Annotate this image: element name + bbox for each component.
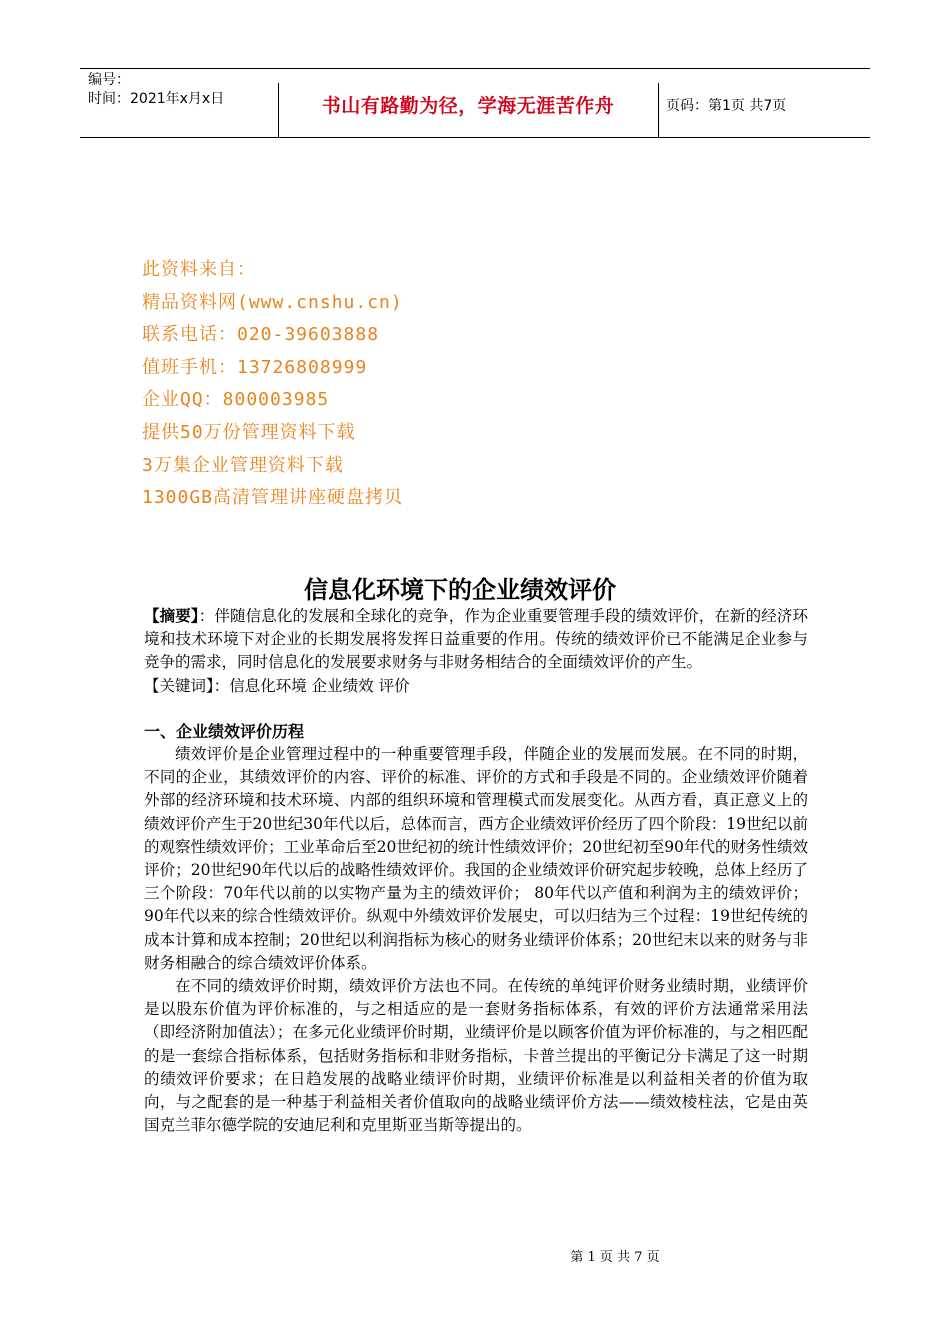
source-line: 3万集企业管理资料下载 [142,454,344,476]
section-heading: 一、企业绩效评价历程 [144,721,305,741]
header-meta [88,71,278,109]
abstract [144,604,808,675]
body-paragraph: 在不同的绩效评价时期，绩效评价方法也不同。在传统的单纯评价财务业绩时期，业绩评价是以股东价值为评价标准的，与之相适应的是一套财务指标体系，有效的评价方法通常采用法（即经济附加值法）；在多元化业绩评价时期，业绩评价是以顾客价值为评价标准的，与之相匹配的是一套综合指标体系，包括财务指标和非财务指标，卡普兰提出的平衡记分卡满足了这一时期的绩效评价要求；在日趋发展的战略业绩评价时期，业绩评价标准是以利益相关者的价值为取向，与之配套的是一种基于利益相关者价值取向的战略业绩评价方法——绩效棱柱法，它是由英国克兰菲尔德学院的安迪尼利和克里斯亚当斯等提出的。 [144,977,808,1135]
source-info-block [142,254,403,515]
document-number-label: 编号： [88,72,130,88]
abstract-text: ：伴随信息化的发展和全球化的竞争，作为企业重要管理手段的绩效评价，在新的经济环境和技术环境下对企业的长期发展将发挥日益重要的作用。传统的绩效评价已不能满足企业参与竞争的需求，同时信息化的发展要求财务与非财务相结合的全面绩效评价的产生。 [144,607,808,672]
article-title: 信息化环境下的企业绩效评价 [304,576,616,604]
source-line: 企业QQ：800003985 [142,389,330,411]
article-body [144,604,808,1137]
source-line: 此资料来自： [142,259,256,280]
source-line: 值班手机：13726808999 [142,356,368,378]
source-line: 1300GB高清管理讲座硬盘拷贝 [142,487,404,509]
source-line: 精品资料网(www.cnshu.cn) [142,291,403,313]
page-header [80,68,870,138]
document-date: 时间：2021年x月x日 [88,91,225,107]
keywords: 【关键词】：信息化环境 企业绩效 评价 [144,676,410,695]
header-motto: 书山有路勤为径，学海无涯苦作舟 [321,95,615,117]
header-page-info: 页码：第1页 共7页 [666,98,787,114]
abstract-label: 【摘要】 [144,606,199,625]
body-paragraph: 绩效评价是企业管理过程中的一种重要管理手段，伴随企业的发展而发展。在不同的时期，不同的企业，其绩效评价的内容、评价的标准、评价的方式和手段是不同的。企业绩效评价随着外部的经济环境和技术环境、内部的组织环境和管理模式而发展变化。从西方看，真正意义上的绩效评价产生于20世纪30年代以后，总体而言，西方企业绩效评价经历了四个阶段：19世纪以前的观察性绩效评价；工业革命后至20世纪初的统计性绩效评价；20世纪初至90年代的财务性绩效评价；20世纪90年代以后的战略性绩效评价。我国的企业绩效评价研究起步较晚，总体上经历了三个阶段：70年代以前的以实物产量为主的绩效评价； 80年代以产值和利润为主的绩效评价；90年代以来的综合性绩效评价。纵观中外绩效评价发展史，可以归结为三个过程：19世纪传统的成本计算和成本控制；20世纪以利润指标为核心的财务业绩评价体系；20世纪末以来的财务与非财务相融合的综合绩效评价体系。 [144,745,808,972]
source-line: 提供50万份管理资料下载 [142,421,356,443]
source-line: 联系电话：020-39603888 [142,324,380,346]
page-footer: 第 1 页 共 7 页 [570,1250,660,1265]
header-divider [658,83,659,137]
